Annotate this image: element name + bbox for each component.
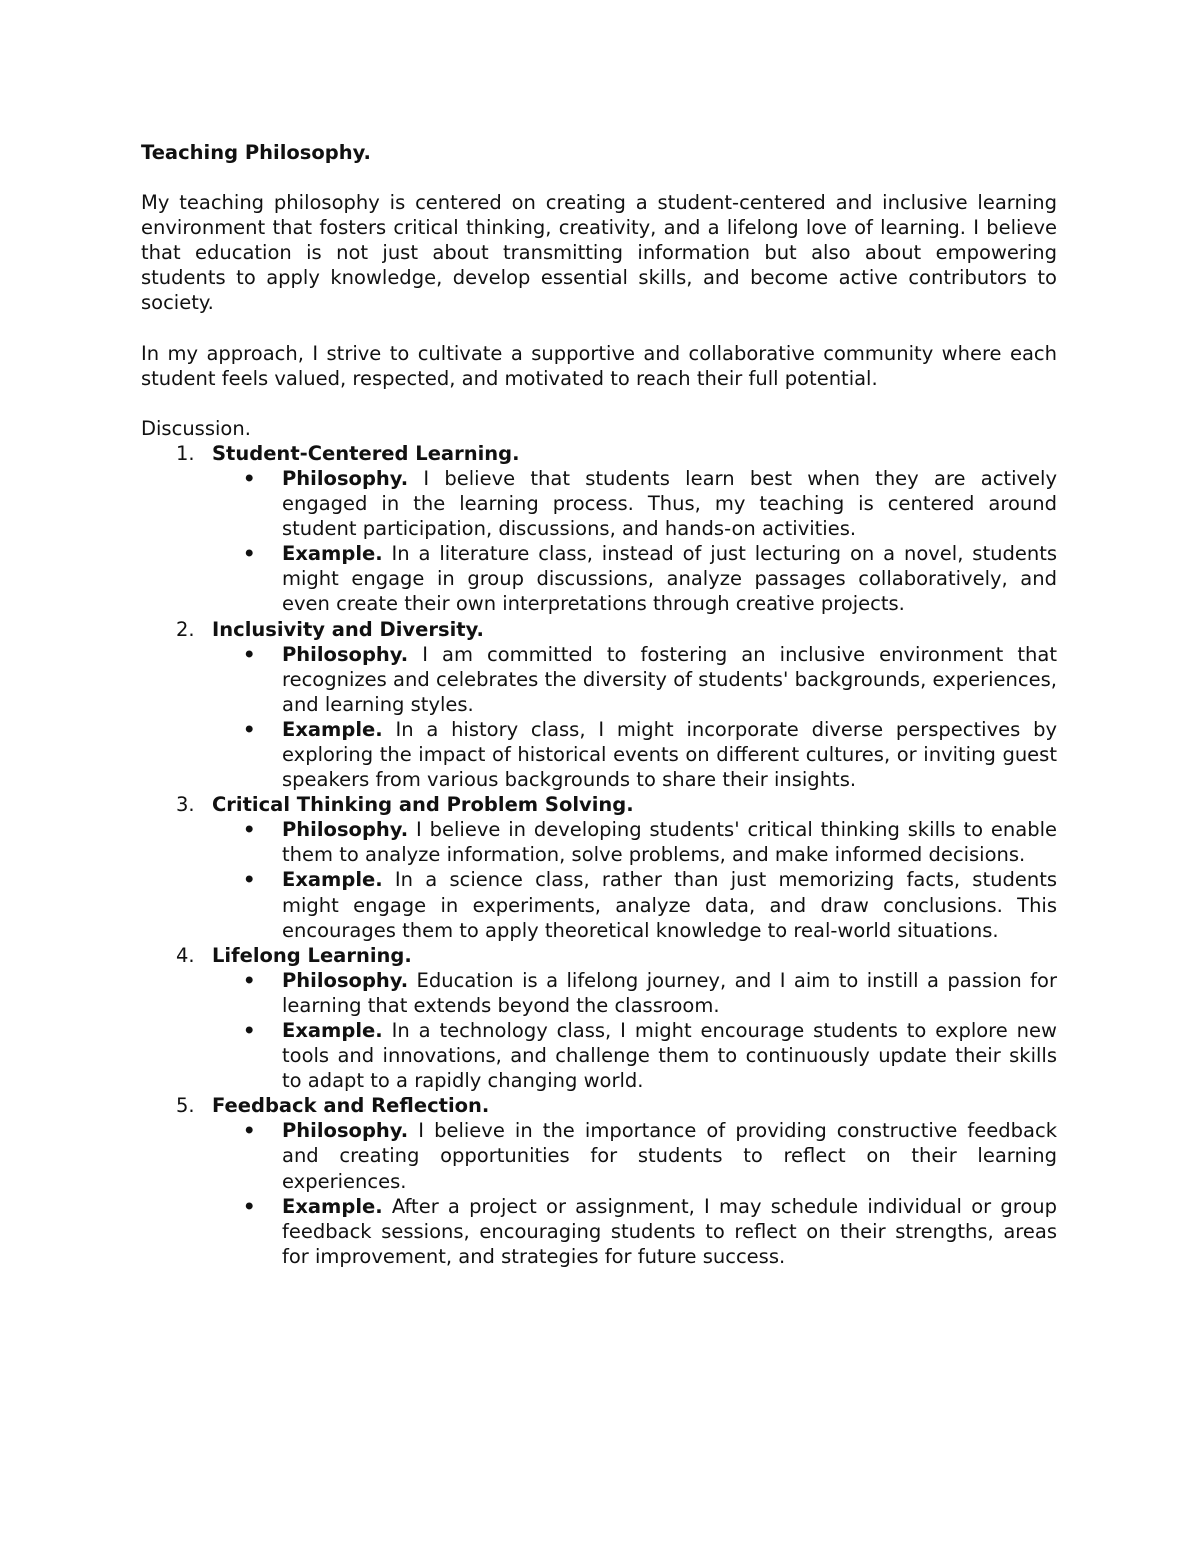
- bullet-icon: •: [243, 1194, 256, 1218]
- topic-number: 3.: [176, 793, 195, 817]
- topic-title: Student-Centered Learning.: [212, 441, 520, 465]
- point-label: Philosophy.: [282, 642, 409, 666]
- bullet-icon: •: [243, 968, 256, 992]
- point-text: In a literature class, instead of just lecturing on a novel, students might engage in group discussions, analyze passages collaboratively, and even create their own interpretations through creative projects.: [282, 542, 1057, 616]
- point-item-example: [212, 717, 1057, 792]
- point-item-example: [212, 1018, 1057, 1093]
- point-list: [212, 968, 1057, 1093]
- point-item-example: [212, 1194, 1057, 1269]
- bullet-icon: •: [243, 717, 256, 741]
- point-list: [212, 642, 1057, 793]
- point-item-example: [212, 867, 1057, 942]
- point-text: In a science class, rather than just memorizing facts, students might engage in experiments, analyze data, and draw conclusions. This encourages them to apply theoretical knowledge to real-world situations.: [282, 868, 1057, 942]
- point-item-philosophy: [212, 968, 1057, 1018]
- point-list: [212, 466, 1057, 617]
- point-text: After a project or assignment, I may schedule individual or group feedback sessions, encouraging students to reflect on their strengths, areas for improvement, and strategies for future success.: [282, 1194, 1057, 1268]
- topic-number: 5.: [176, 1094, 195, 1118]
- point-text: I believe that students learn best when they are actively engaged in the learning process. Thus, my teaching is centered around student participation, discussions, and hands-on activities.: [282, 466, 1057, 541]
- bullet-icon: •: [243, 818, 256, 842]
- point-list: [212, 1118, 1057, 1269]
- point-label: Example.: [282, 868, 383, 892]
- topic-item-inclusivity-and-diversity: [141, 617, 1057, 793]
- bullet-icon: •: [243, 466, 256, 490]
- point-text: I am committed to fostering an inclusive environment that recognizes and celebrates the diversity of students' backgrounds, experiences, and learning styles.: [282, 642, 1057, 716]
- bullet-icon: •: [243, 642, 256, 666]
- topic-list: [141, 441, 1057, 1269]
- topic-item-feedback-and-reflection: [141, 1093, 1057, 1269]
- point-label: Example.: [282, 1019, 383, 1042]
- point-item-philosophy: [212, 1118, 1057, 1193]
- topic-item-student-centered-learning: [141, 441, 1057, 617]
- point-item-philosophy: [212, 466, 1057, 541]
- point-label: Philosophy.: [282, 968, 409, 992]
- point-label: Example.: [282, 1194, 383, 1218]
- topic-item-critical-thinking: [141, 792, 1057, 943]
- topic-number: 1.: [176, 441, 195, 465]
- bullet-icon: •: [243, 868, 256, 892]
- point-label: Philosophy.: [282, 818, 409, 842]
- point-item-philosophy: [212, 642, 1057, 717]
- point-item-philosophy: [212, 817, 1057, 867]
- topic-item-lifelong-learning: [141, 943, 1057, 1094]
- bullet-icon: •: [243, 1019, 256, 1042]
- topic-number: 2.: [176, 617, 195, 641]
- document-page: [141, 140, 1057, 1269]
- document-title: Teaching Philosophy.: [141, 141, 371, 164]
- topic-title: Lifelong Learning.: [212, 943, 412, 967]
- bullet-icon: •: [243, 542, 256, 566]
- point-text: I believe in developing students' critical thinking skills to enable them to analyze information, solve problems, and make informed decisions.: [282, 818, 1057, 867]
- point-text: In a technology class, I might encourage students to explore new tools and innovations, and challenge them to continuously update their skills to adapt to a rapidly changing world.: [282, 1019, 1057, 1093]
- point-text: I believe in the importance of providing constructive feedback and creating opportunities for students to reflect on their learning experiences.: [282, 1119, 1057, 1193]
- point-text: Education is a lifelong journey, and I aim to instill a passion for learning that extends beyond the classroom.: [282, 968, 1057, 1017]
- point-label: Philosophy.: [282, 466, 409, 490]
- discussion-label: Discussion.: [141, 416, 251, 440]
- topic-title: Critical Thinking and Problem Solving.: [212, 793, 634, 817]
- topic-number: 4.: [176, 943, 195, 967]
- point-item-example: [212, 541, 1057, 616]
- approach-paragraph: In my approach, I strive to cultivate a supportive and collaborative community where each student feels valued, respected, and motivated to reach their full potential.: [141, 341, 1057, 390]
- bullet-icon: •: [243, 1119, 256, 1143]
- point-label: Example.: [282, 717, 383, 741]
- point-list: [212, 817, 1057, 942]
- topic-title: Feedback and Reflection.: [212, 1094, 490, 1118]
- point-text: In a history class, I might incorporate diverse perspectives by exploring the impact of historical events on different cultures, or inviting guest speakers from various backgrounds to share their insights.: [282, 717, 1057, 792]
- topic-title: Inclusivity and Diversity.: [212, 617, 484, 641]
- intro-paragraph: My teaching philosophy is centered on creating a student-centered and inclusive learning environment that fosters critical thinking, creativity, and a lifelong love of learning. I believe that education is not just about transmitting information but also about empowering students to apply knowledge, develop essential skills, and become active contributors to society.: [141, 191, 1057, 315]
- point-label: Example.: [282, 542, 383, 566]
- point-label: Philosophy.: [282, 1119, 409, 1143]
